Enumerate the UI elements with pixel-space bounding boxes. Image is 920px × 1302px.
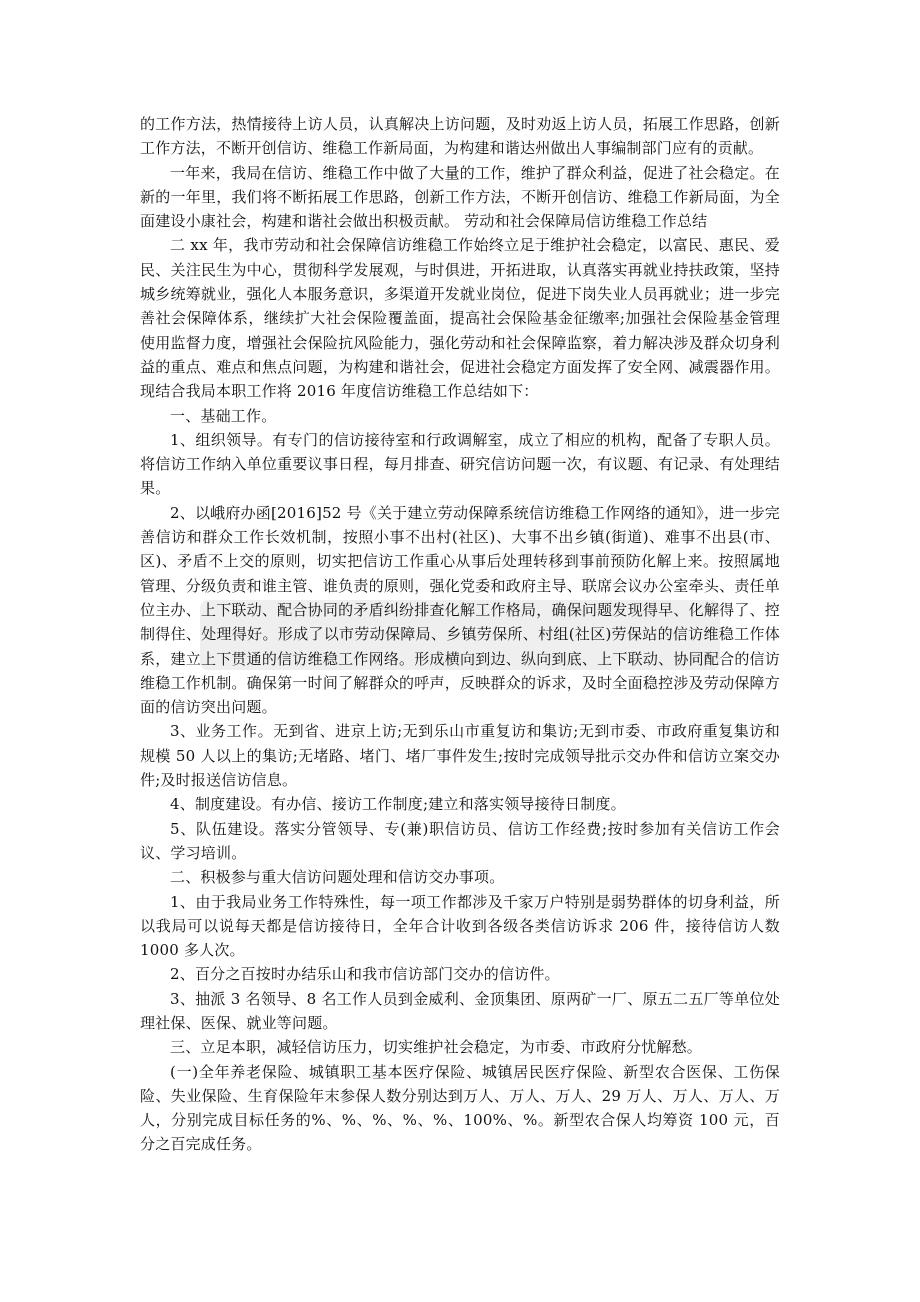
paragraph: 4、制度建设。有办信、接访工作制度;建立和落实领导接待日制度。: [170, 795, 626, 814]
document-body: [140, 112, 780, 1157]
section-heading: 二、积极参与重大信访问题处理和信访交办事项。: [170, 868, 505, 887]
paragraph: 3、抽派 3 名领导、8 名工作人员到金威利、金顶集团、原两矿一厂、原五二五厂等单位处理社保、医保、就业等问题。: [140, 989, 780, 1032]
paragraph: 1、组织领导。有专门的信访接待室和行政调解室，成立了相应的机构，配备了专职人员。将信访工作纳入单位重要议事日程，每月排查、研究信访问题一次，有议题、有记录、有处理结果。: [140, 430, 780, 498]
paragraph: (一)全年养老保险、城镇职工基本医疗保险、城镇居民医疗保险、新型农合医保、工伤保险、失业保险、生育保险年末参保人数分别达到万人、万人、万人、29 万人、万人、万人、万人，分别完成目标任务的%、%、%、%、%、100%、%。新型农合保人均筹资 100 元，百分之百完成任务。: [140, 1062, 780, 1154]
paragraph: 1、由于我局业务工作特殊性，每一项工作都涉及千家万户特别是弱势群体的切身利益，所以我局可以说每天都是信访接待日，全年合计收到各级各类信访诉求 206 件，接待信访人数 1000 多人次。: [140, 892, 780, 960]
paragraph: 5、队伍建设。落实分管领导、专(兼)职信访员、信访工作经费;按时参加有关信访工作会议、学习培训。: [140, 819, 780, 862]
paragraph: 的工作方法，热情接待上访人员，认真解决上访问题，及时劝返上访人员，拓展工作思路，创新工作方法，不断开创信访、维稳工作新局面，为构建和谐达州做出人事编制部门应有的贡献。: [140, 115, 780, 158]
paragraph: 二 xx 年，我市劳动和社会保障信访维稳工作始终立足于维护社会稳定，以富民、惠民、爱民、关注民生为中心，贯彻科学发展观，与时俱进，开拓进取，认真落实再就业持扶政策，坚持城乡统筹就业，强化人本服务意识，多渠道开发就业岗位，促进下岗失业人员再就业；进一步完善社会保障体系，继续扩大社会保险覆盖面，提高社会保险基金征缴率;加强社会保险基金管理使用监督力度，增强社会保险抗风险能力，强化劳动和社会保障监察，着力解决涉及群众切身利益的重点、难点和焦点问题，为构建和谐社会，促进社会稳定方面发挥了安全网、减震器作用。现结合我局本职工作将 2016 年度信访维稳工作总结如下：: [140, 236, 780, 401]
section-heading: 三、立足本职，减轻信访压力，切实维护社会稳定，为市委、市政府分忧解愁。: [170, 1038, 703, 1057]
section-heading: 一、基础工作。: [170, 406, 277, 425]
paragraph: 一年来，我局在信访、维稳工作中做了大量的工作，维护了群众利益，促进了社会稳定。在新的一年里，我们将不断拓展工作思路，创新工作方法，不断开创信访、维稳工作新局面，为全面建设小康社会，构建和谐社会做出积极贡献。 劳动和社会保障局信访维稳工作总结: [140, 163, 780, 231]
paragraph: 3、业务工作。无到省、进京上访;无到乐山市重复访和集访;无到市委、市政府重复集访和规模 50 人以上的集访;无堵路、堵门、堵厂事件发生;按时完成领导批示交办件和信访立案交办件;及时报送信访信息。: [140, 722, 780, 790]
paragraph: 2、百分之百按时办结乐山和我市信访部门交办的信访件。: [170, 965, 560, 984]
paragraph: 2、以峨府办函[2016]52 号《关于建立劳动保障系统信访维稳工作网络的通知》，进一步完善信访和群众工作长效机制，按照小事不出村(社区)、大事不出乡镇(街道)、难事不出县(市、区)、矛盾不上交的原则，切实把信访工作重心从事后处理转移到事前预防化解上来。按照属地管理、分级负责和谁主管、谁负责的原则，强化党委和政府主导、联席会议办公室牵头、责任单位主办、上下联动、配合协同的矛盾纠纷排查化解工作格局，确保问题发现得早、化解得了、控制得住、处理得好。形成了以市劳动保障局、乡镇劳保所、村组(社区)劳保站的信访维稳工作体系，建立上下贯通的信访维稳工作网络。形成横向到边、纵向到底、上下联动、协同配合的信访维稳工作机制。确保第一时间了解群众的呼声，反映群众的诉求，及时全面稳控涉及劳动保障方面的信访突出问题。: [140, 503, 780, 717]
